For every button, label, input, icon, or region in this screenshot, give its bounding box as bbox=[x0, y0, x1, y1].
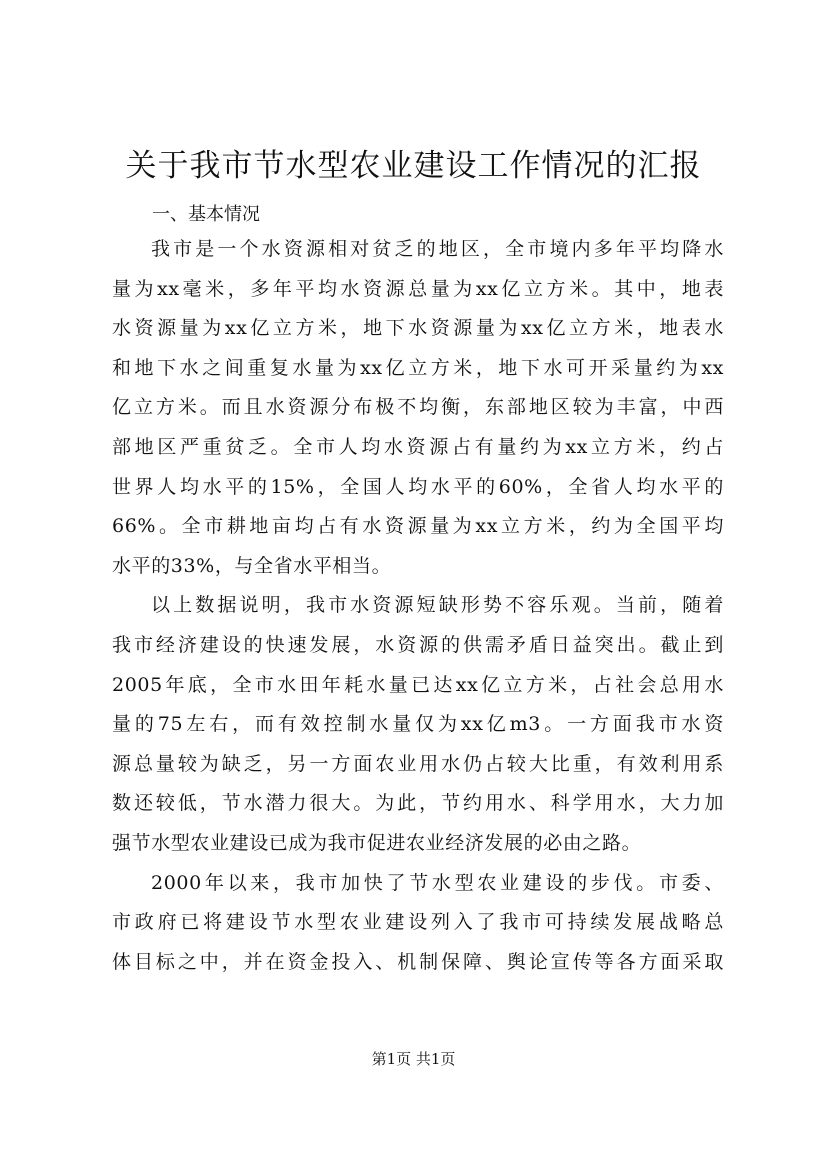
document-title: 关于我市节水型农业建设工作情况的汇报 bbox=[125, 148, 702, 184]
paragraph-line: 和地下水之间重复水量为xx亿立方米，地下水可开采量约为xx bbox=[112, 356, 724, 379]
paragraph-line: 数还较低，节水潜力很大。为此，节约用水、科学用水，大力加 bbox=[112, 792, 724, 815]
paragraph-line: 源总量较为缺乏，另一方面农业用水仍占较大比重，有效利用系 bbox=[112, 752, 724, 775]
paragraph-line: 2005年底，全市水田年耗水量已达xx亿立方米，占社会总用水 bbox=[112, 673, 724, 696]
paragraph-line: 我市经济建设的快速发展，水资源的供需矛盾日益突出。截止到 bbox=[112, 633, 724, 656]
paragraph-line: 亿立方米。而且水资源分布极不均衡，东部地区较为丰富，中西 bbox=[112, 396, 724, 419]
paragraph-1 bbox=[112, 230, 724, 586]
paragraph-2 bbox=[112, 586, 724, 863]
paragraph-line: 以上数据说明，我市水资源短缺形势不容乐观。当前，随着 bbox=[151, 594, 724, 617]
paragraph-line: 世界人均水平的15%，全国人均水平的60%，全省人均水平的 bbox=[112, 475, 724, 498]
paragraph-line: 我市是一个水资源相对贫乏的地区，全市境内多年平均降水 bbox=[151, 238, 724, 260]
paragraph-line: 66%。全市耕地亩均占有水资源量为xx立方米，约为全国平均 bbox=[112, 515, 724, 538]
paragraph-3 bbox=[112, 864, 724, 983]
paragraph-line: 强节水型农业建设已成为我市促进农业经济发展的必由之路。 bbox=[112, 831, 642, 854]
paragraph-line: 市政府已将建设节水型农业建设列入了我市可持续发展战略总 bbox=[112, 911, 724, 934]
paragraph-line: 量为xx毫米，多年平均水资源总量为xx亿立方米。其中，地表 bbox=[112, 277, 724, 300]
paragraph-line: 水平的33%，与全省水平相当。 bbox=[112, 554, 392, 577]
paragraph-line: 量的75左右，而有效控制水量仅为xx亿m3。一方面我市水资 bbox=[112, 713, 724, 736]
paragraph-line: 水资源量为xx亿立方米，地下水资源量为xx亿立方米，地表水 bbox=[112, 317, 724, 340]
section-heading: 一、基本情况 bbox=[152, 204, 260, 225]
paragraph-line: 体目标之中，并在资金投入、机制保障、舆论宣传等各方面采取 bbox=[112, 950, 724, 973]
paragraph-line: 2000年以来，我市加快了节水型农业建设的步伐。市委、 bbox=[151, 871, 724, 894]
page-footer: 第1页 共1页 bbox=[371, 1050, 456, 1068]
document-body bbox=[112, 200, 724, 982]
paragraph-line: 部地区严重贫乏。全市人均水资源占有量约为xx立方米，约占 bbox=[112, 435, 724, 458]
